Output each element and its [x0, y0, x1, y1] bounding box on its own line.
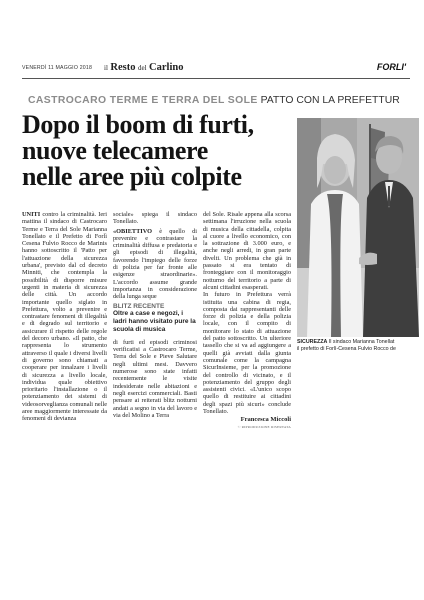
caption-tag: SICUREZZA [297, 339, 328, 345]
article-column-1 [22, 211, 107, 423]
column-1-lead: UNITI [22, 211, 41, 218]
column-3-part-b: In futuro in Prefettura verrà istituita una cabina di regia, composta dai rappresentanti delle forze di polizia e della polizia locale, con il compito di monitorare lo stato di attuazione del patto sottoscritto. Un ulteriore tassello che si va ad aggiungere a quelli già avviati dalla giunta comunale come la campagna SicurInsieme, per la promozione del controllo di vicinato, e il potenziamento del gruppo degli assistenti civici. «L'unico scopo quello di restituire ai cittadini degli spazi più sicuri» conclude Tonellato. [203, 291, 291, 416]
column-2-lead: «OBIETTIVO [113, 227, 153, 235]
column-2-part-b: è quello di prevenire e contrastare la criminalità diffusa e predatoria e gli episodi di illegalità, favorendo l'impiego delle forze di polizia per far fronte alle esigenze straordinarie». L'accordo assume grande importanza in considerazione della lunga seque [113, 227, 197, 301]
caption-line-1: Il sindaco Marianna Tonellat [328, 339, 395, 345]
headline-line-2: nuove telecamere [22, 136, 208, 165]
photo-caption [297, 339, 422, 353]
column-2-part-a: sociale» spiega il sindaco Tonellato. [113, 211, 197, 226]
newspaper-logo: il Resto del Carlino [104, 62, 184, 73]
photo-illustration [297, 118, 419, 337]
headline [22, 112, 292, 190]
copyright-note: © RIPRODUZIONE RISERVATA [237, 424, 291, 429]
sidebar-box-title: BLITZ RECENTE [113, 302, 165, 310]
masthead [22, 62, 410, 76]
headline-line-3: nelle aree più colpite [22, 162, 242, 191]
article-column-2 [113, 211, 197, 419]
kicker [28, 95, 418, 106]
article-photo [297, 118, 419, 337]
article-column-3 [203, 211, 291, 431]
byline: Francesca Miccoli [240, 416, 291, 424]
kicker-subtitle: PATTO CON LA PREFETTUR [260, 95, 400, 106]
column-1-text: contro la criminalità. Ieri mattina il sindaco di Castrocaro Terme e Terra del Sole Marianna Tonellato e il Prefetto di Forlì Cesena Fulvio Rocco de Marinis hanno sottoscritto il 'Patto per l'attuazione della sicurezza urbana', previsto dal cd decreto Minniti, che contempla la possibilità di disporre misure urgenti in materia di sicurezza delle città. Un accordo importante quello siglato in Prefettura, volto a prevenire e contrastare fenomeni di illegalità e di degrado sul territorio e assicurare il rispetto delle regole del decoro urbano. «Il patto, che rappresenta lo strumento attraverso il quale i diversi livelli di governo sono chiamati a cooperare per innalzare i livelli di sicurezza a livello locale, individua quale obiettivo prioritario l'installazione o il potenziamento dei sistemi di videosorveglianza comunali nelle aree maggiormente interessate da fenomeni di devianza [22, 211, 107, 423]
issue-date: VENERDÌ 11 MAGGIO 2018 [22, 65, 93, 71]
headline-line-1: Dopo il boom di furti, [22, 110, 254, 139]
sidebar-box-text: Oltre a case e negozi, i ladri hanno visitato pure la scuola di musica [113, 309, 196, 333]
caption-line-2: il prefetto di Forlì-Cesena Fulvio Rocco de [297, 346, 396, 352]
column-2-part-c: di furti ed episodi criminosi verificatisi a Castrocaro Terme, Terra del Sole e Pieve Salutare negli ultimi mesi. Davvero numerose sono state infatti recentemente le visite indesiderate nelle abitazioni e negli esercizi commerciali. Basti pensare ai reiterati blitz notturni andati a segno in via del lavoro e via del Molino a Terra [113, 338, 197, 419]
kicker-location: CASTROCARO TERME E TERRA DEL SOLE [28, 95, 258, 106]
column-3-part-a: del Sole. Risale appena alla scorsa settimana l'irruzione nella scuola di musica della cittadella, colpita al cuore a livello economico, con la sottrazione di 3.000 euro, e anche negli arredi, in gran parte divelti. Un problema che già in passato si era tentato di fronteggiare con il monitoraggio notturno del territorio a parte di alcuni cittadini esasperati. [203, 211, 291, 291]
edition-city: FORLI' [376, 62, 406, 72]
masthead-rule [22, 78, 410, 79]
